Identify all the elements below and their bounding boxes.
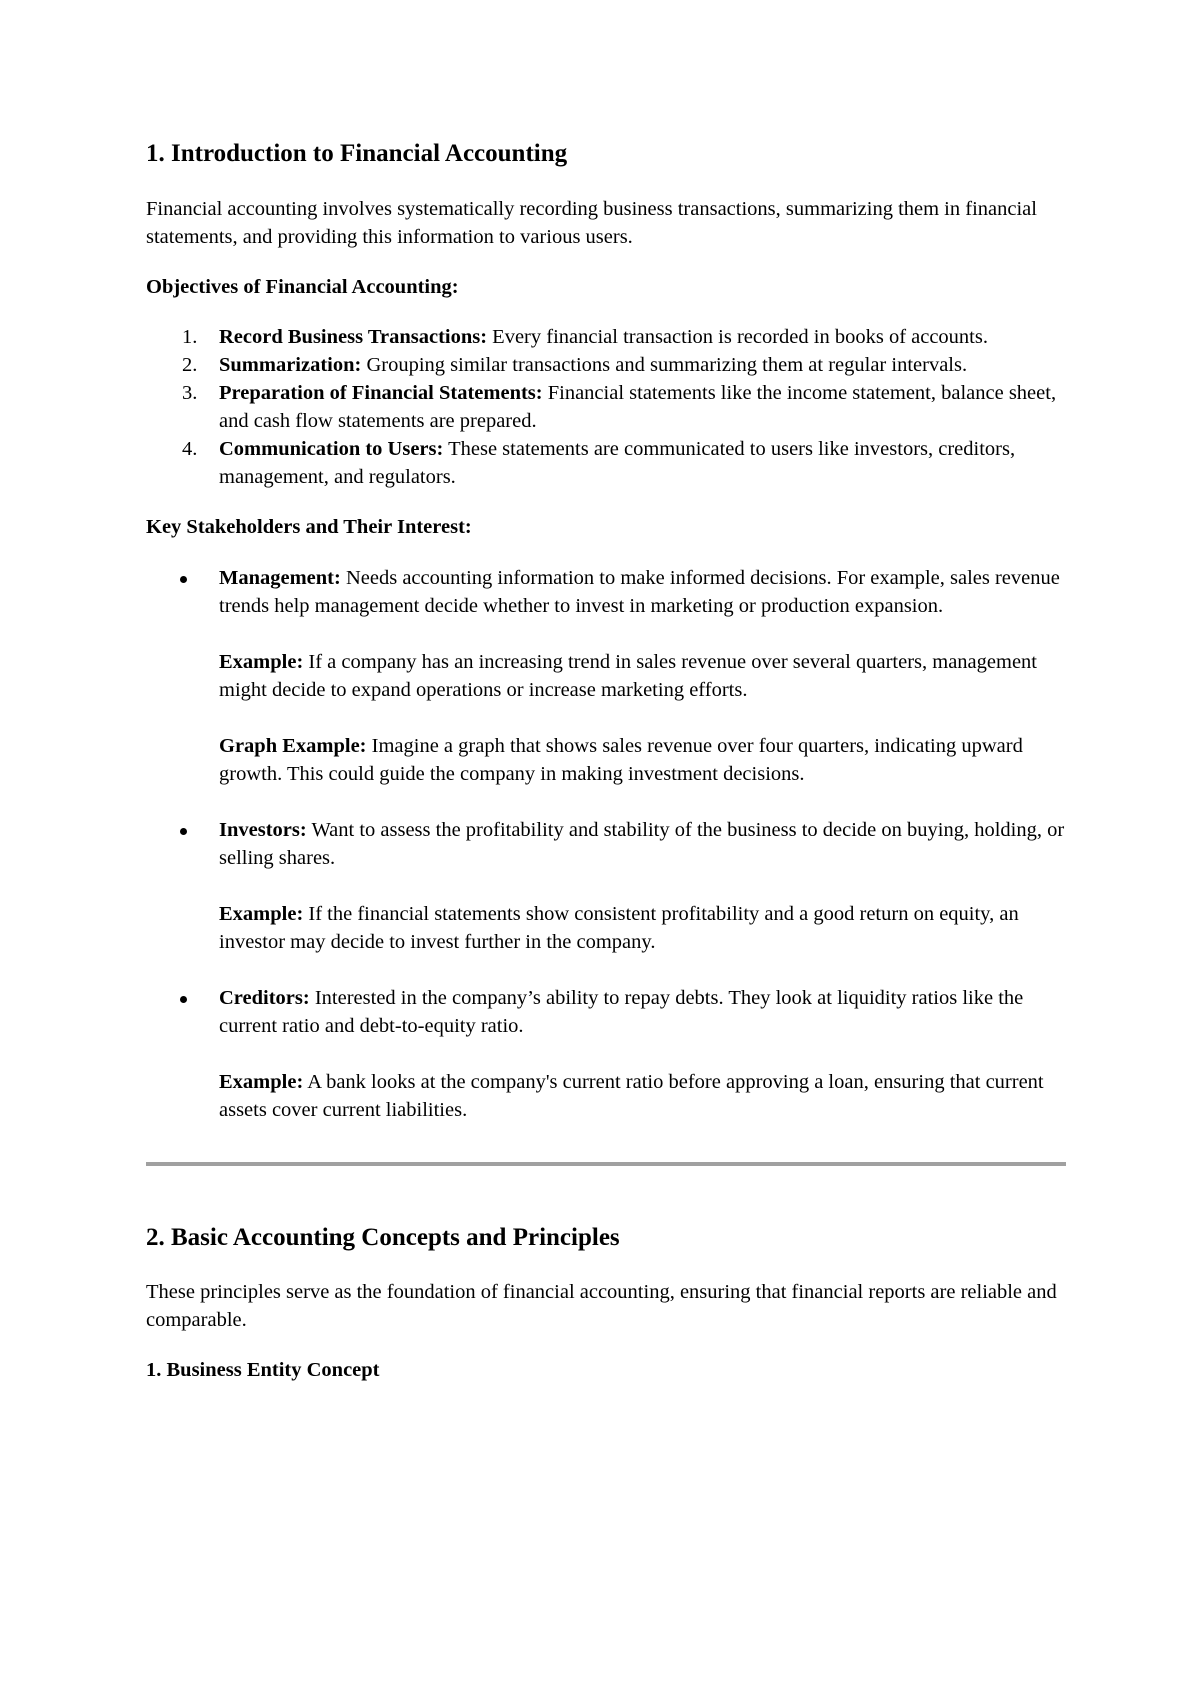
objective-item <box>182 323 1066 351</box>
business-entity-heading: 1. Business Entity Concept <box>146 1359 380 1382</box>
stakeholder-term: Creditors: <box>219 986 310 1009</box>
objective-text: Grouping similar transactions and summarizing them at regular intervals. <box>361 354 968 377</box>
objective-number: 3. <box>182 382 198 405</box>
objective-text: These statements are communicated to users like investors, creditors, management, and regulators. <box>219 438 1016 489</box>
example-label: Example: <box>219 650 304 673</box>
stakeholder-text: Interested in the company’s ability to repay debts. They look at liquidity ratios like the current ratio and debt-to-equity ratio. <box>219 986 1024 1037</box>
objectives-list <box>146 323 1066 491</box>
objective-item <box>182 435 1066 491</box>
stakeholder-item-management <box>219 564 1066 788</box>
objective-item <box>182 379 1066 435</box>
objective-term: Preparation of Financial Statements: <box>219 382 543 405</box>
objective-number: 2. <box>182 354 198 377</box>
section-2-intro: These principles serve as the foundation of financial accounting, ensuring that financial reports are reliable and comparable. <box>146 1281 1057 1332</box>
objective-term: Communication to Users: <box>219 438 444 461</box>
objective-number: 1. <box>182 326 198 349</box>
objective-text: Every financial transaction is recorded in books of accounts. <box>487 326 988 349</box>
graph-example-label: Graph Example: <box>219 734 367 757</box>
section-1-intro: Financial accounting involves systematically recording business transactions, summarizing them in financial statements, and providing this information to various users. <box>146 197 1037 248</box>
example-label: Example: <box>219 902 304 925</box>
stakeholders-list <box>146 564 1066 1124</box>
example-text: If a company has an increasing trend in sales revenue over several quarters, management might decide to expand operations or increase marketing efforts. <box>219 650 1037 701</box>
stakeholder-text: Needs accounting information to make informed decisions. For example, sales revenue trends help management decide whether to invest in marketing or production expansion. <box>219 566 1060 617</box>
bullet-icon <box>180 828 187 835</box>
example-text: A bank looks at the company's current ratio before approving a loan, ensuring that current assets cover current liabilities. <box>219 1070 1044 1121</box>
stakeholder-item-creditors <box>219 984 1066 1124</box>
objective-text: Financial statements like the income statement, balance sheet, and cash flow statements are prepared. <box>219 382 1057 433</box>
section-divider <box>146 1162 1066 1166</box>
bullet-icon <box>180 996 187 1003</box>
example-text: If the financial statements show consistent profitability and a good return on equity, an investor may decide to invest further in the company. <box>219 902 1019 953</box>
section-1-title: 1. Introduction to Financial Accounting <box>146 140 568 167</box>
section-2-title: 2. Basic Accounting Concepts and Principles <box>146 1223 620 1251</box>
objective-term: Record Business Transactions: <box>219 326 488 349</box>
stakeholder-item-investors <box>219 816 1066 956</box>
stakeholder-term: Investors: <box>219 818 307 841</box>
objective-number: 4. <box>182 438 198 461</box>
objective-term: Summarization: <box>219 354 362 377</box>
bullet-icon <box>180 576 187 583</box>
stakeholders-heading: Key Stakeholders and Their Interest: <box>146 516 472 539</box>
document-page <box>146 138 1066 1384</box>
graph-example-text: Imagine a graph that shows sales revenue over four quarters, indicating upward growth. This could guide the company in making investment decisions. <box>219 734 1023 785</box>
example-label: Example: <box>219 1070 304 1093</box>
objectives-heading: Objectives of Financial Accounting: <box>146 275 459 298</box>
stakeholder-term: Management: <box>219 566 341 589</box>
objective-item <box>182 351 1066 379</box>
stakeholder-text: Want to assess the profitability and stability of the business to decide on buying, holding, or selling shares. <box>219 818 1065 869</box>
